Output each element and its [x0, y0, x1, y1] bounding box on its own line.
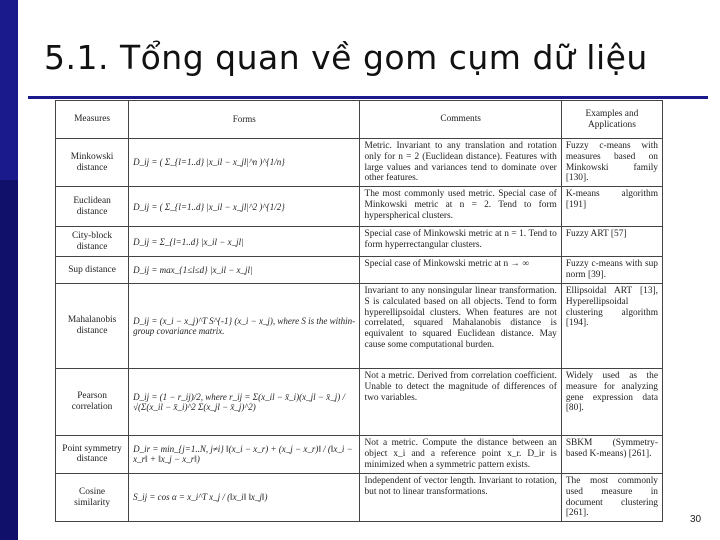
table-row	[56, 227, 663, 257]
comment-cell: Special case of Minkowski metric at n = 1. Tend to form hyperrectangular clusters.	[360, 227, 561, 257]
measure-cell: Minkowski distance	[56, 139, 129, 187]
measure-cell: Sup distance	[56, 257, 129, 284]
form-cell: D_ij = max_{1≤l≤d} |x_il − x_jl|	[129, 257, 360, 284]
header-examples: Examples and Applications	[561, 101, 662, 139]
example-cell: Ellipsoidal ART [13], Hyperellipsoidal clustering algorithm [194].	[561, 283, 662, 368]
header-comments: Comments	[360, 101, 561, 139]
form-cell: D_ir = min_{j=1..N, j≠i} ‖(x_i − x_r) + (x_j − x_r)‖ / (‖x_i − x_r‖ + ‖x_j − x_r‖)	[129, 435, 360, 473]
example-cell: Widely used as the measure for analyzing gene expression data [80].	[561, 368, 662, 435]
table-row	[56, 368, 663, 435]
comment-cell: Not a metric. Compute the distance between an object x_i and a reference point x_r. D_ir is minimized when a symmetric pattern exists.	[360, 435, 561, 473]
table-header-row	[56, 101, 663, 139]
form-cell: D_ij = ( Σ_{l=1..d} |x_il − x_jl|^2 )^{1/2}	[129, 187, 360, 227]
header-measures: Measures	[56, 101, 129, 139]
page-number: 30	[690, 514, 702, 525]
distance-measures-table	[55, 100, 663, 522]
table-row	[56, 473, 663, 521]
form-cell: D_ij = (1 − r_ij)/2, where r_ij = Σ(x_il − x̄_i)(x_jl − x̄_j) / √(Σ(x_il − x̄_i)^2 Σ(x_jl − x̄_j)^2)	[129, 368, 360, 435]
example-cell: The most commonly used measure in document clustering [261].	[561, 473, 662, 521]
slide-title: 5.1. Tổng quan về gom cụm dữ liệu	[44, 38, 648, 77]
example-cell: SBKM (Symmetry-based K-means) [261].	[561, 435, 662, 473]
measure-cell: City-block distance	[56, 227, 129, 257]
form-cell: D_ij = (x_i − x_j)^T S^{-1} (x_i − x_j), where S is the within-group covariance matrix.	[129, 283, 360, 368]
form-cell: S_ij = cos α = x_i^T x_j / (‖x_i‖ ‖x_j‖)	[129, 473, 360, 521]
example-cell: K-means algorithm [191]	[561, 187, 662, 227]
measure-cell: Point symmetry distance	[56, 435, 129, 473]
table-row	[56, 139, 663, 187]
comment-cell: Special case of Minkowski metric at n → ∞	[360, 257, 561, 284]
title-underline	[28, 96, 708, 99]
comment-cell: The most commonly used metric. Special case of Minkowski metric at n = 2. Tend to form hyperspherical clusters.	[360, 187, 561, 227]
form-cell: D_ij = Σ_{l=1..d} |x_il − x_jl|	[129, 227, 360, 257]
form-cell: D_ij = ( Σ_{l=1..d} |x_il − x_jl|^n )^{1/n}	[129, 139, 360, 187]
comment-cell: Invariant to any nonsingular linear transformation. S is calculated based on all objects. Tend to form hyperellipsoidal clusters. When features are not correlated, squared Mahalanobis distance is equivalent to squared Euclidean distance. May cause some computational burden.	[360, 283, 561, 368]
measure-cell: Cosine similarity	[56, 473, 129, 521]
example-cell: Fuzzy ART [57]	[561, 227, 662, 257]
comment-cell: Metric. Invariant to any translation and rotation only for n = 2 (Euclidean distance). Features with large values and variances tend to dominate over other features.	[360, 139, 561, 187]
comment-cell: Not a metric. Derived from correlation coefficient. Unable to detect the magnitude of differences of two variables.	[360, 368, 561, 435]
table-row	[56, 435, 663, 473]
table-row	[56, 187, 663, 227]
left-accent-bar	[0, 0, 18, 540]
table-row	[56, 257, 663, 284]
table-row	[56, 283, 663, 368]
measure-cell: Euclidean distance	[56, 187, 129, 227]
measure-cell: Pearson correlation	[56, 368, 129, 435]
example-cell: Fuzzy c-means with measures based on Minkowski family [130].	[561, 139, 662, 187]
comment-cell: Independent of vector length. Invariant to rotation, but not to linear transformations.	[360, 473, 561, 521]
measure-cell: Mahalanobis distance	[56, 283, 129, 368]
example-cell: Fuzzy c-means with sup norm [39].	[561, 257, 662, 284]
header-forms: Forms	[129, 101, 360, 139]
